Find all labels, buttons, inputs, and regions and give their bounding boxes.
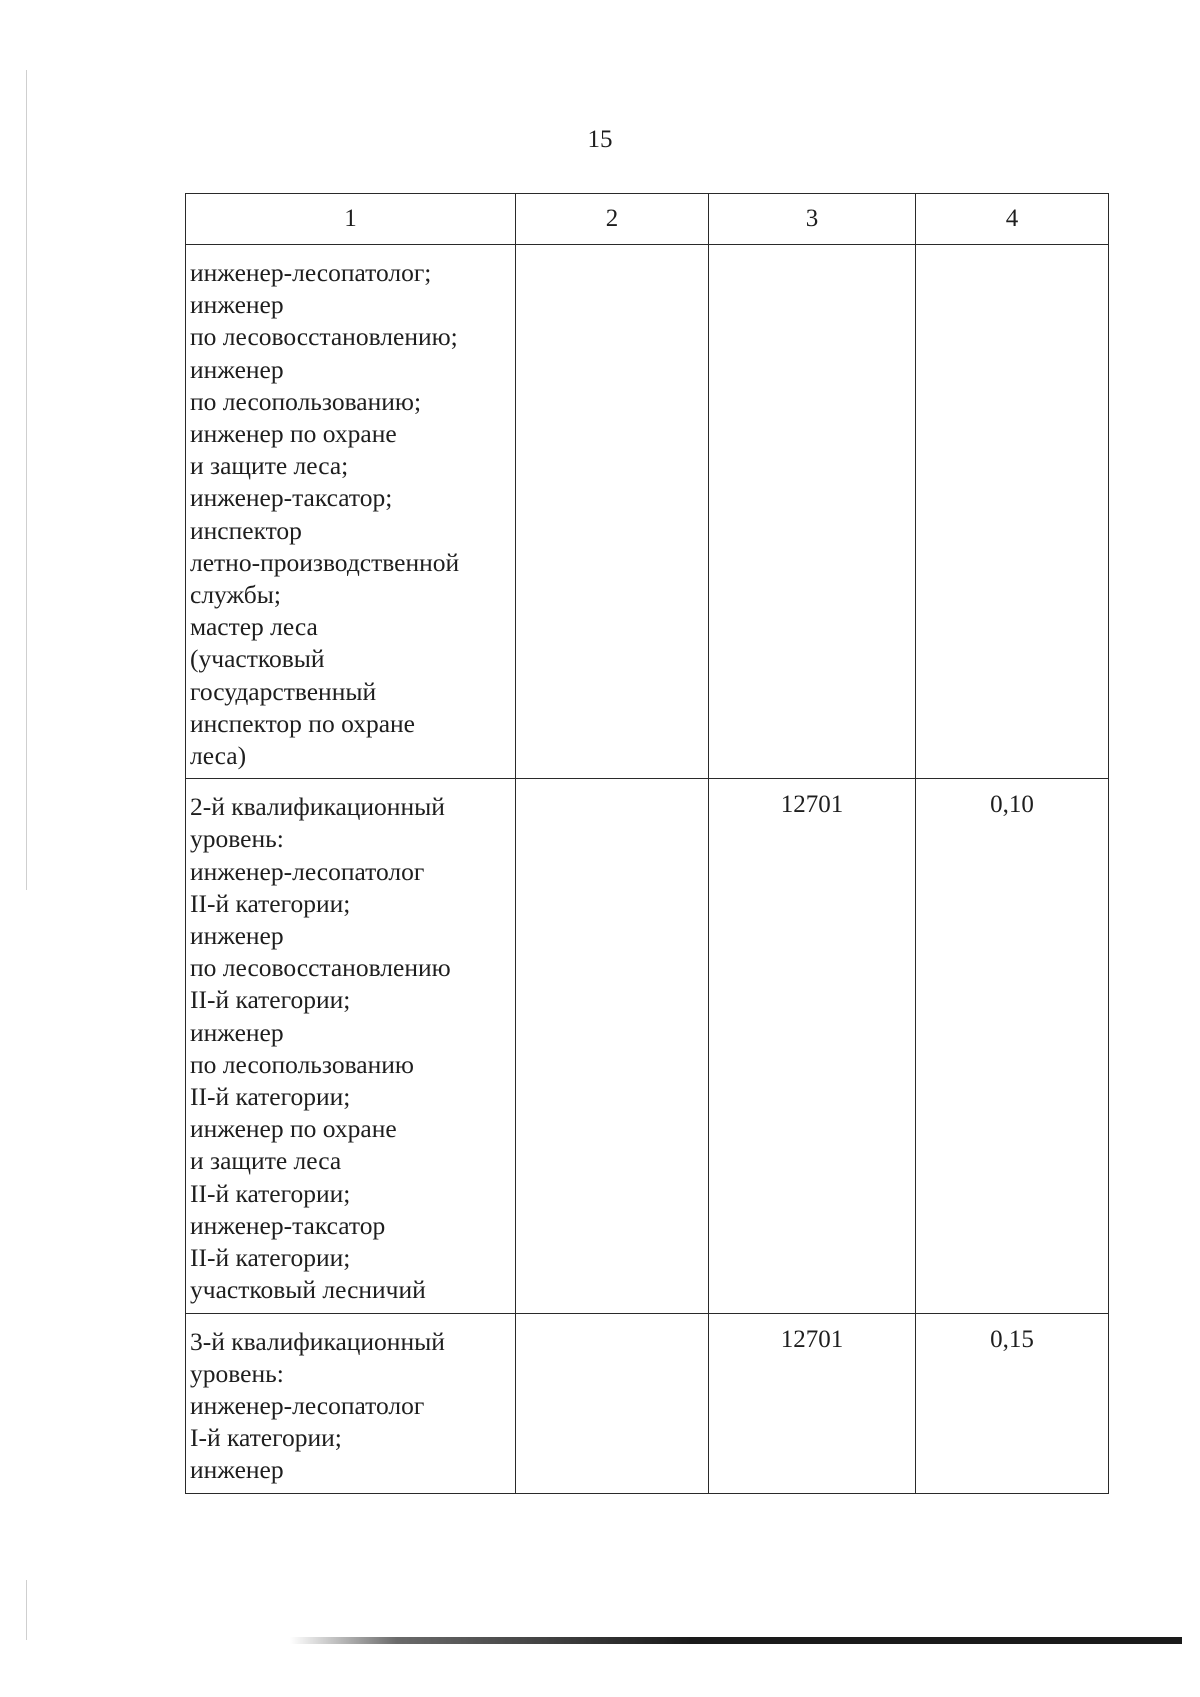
position-line: по лесовосстановлению; <box>190 322 458 352</box>
column-2-cell <box>516 1313 709 1493</box>
salary-table <box>185 193 1109 1494</box>
position-line: II-й категории; <box>190 1178 351 1208</box>
scan-bottom-rule <box>290 1637 1182 1644</box>
position-line: инженер <box>190 354 284 384</box>
coefficient-value: 0,15 <box>990 1325 1034 1353</box>
position-line: инженер-лесопатолог; <box>190 258 432 287</box>
position-line: инженер по охране <box>190 1114 397 1144</box>
column-4-cell <box>916 779 1109 1313</box>
position-line: 2-й квалификационный <box>190 792 445 822</box>
table-header-row <box>186 194 1109 245</box>
position-line: леса) <box>190 741 247 771</box>
position-cell <box>186 779 516 1313</box>
position-line: инженер <box>190 921 284 951</box>
position-lines <box>186 779 515 1312</box>
position-line: 3-й квалификационный <box>190 1326 445 1356</box>
scan-margin-line-lower <box>26 1580 27 1640</box>
column-header-2: 2 <box>516 194 709 245</box>
position-line: инженер по охране <box>190 419 397 449</box>
column-3-cell <box>709 1313 916 1493</box>
position-line: государственный <box>190 676 377 706</box>
position-line: инженер <box>190 290 284 320</box>
position-line: II-й категории; <box>190 1243 351 1273</box>
position-lines <box>186 245 515 778</box>
column-header-1: 1 <box>186 194 516 245</box>
column-3-cell <box>709 245 916 779</box>
position-line: по лесопользованию; <box>190 386 422 416</box>
position-line: летно-производственной <box>190 547 460 577</box>
position-line: инспектор <box>190 515 302 545</box>
column-4-cell <box>916 1313 1109 1493</box>
page-number: 15 <box>587 126 613 153</box>
column-header-3: 3 <box>709 194 916 245</box>
position-line: II-й категории; <box>190 888 351 918</box>
position-line: I-й категории; <box>190 1423 342 1453</box>
position-line: инженер <box>190 1455 284 1485</box>
table-row <box>186 245 1109 779</box>
column-2-cell <box>516 779 709 1313</box>
position-line: по лесопользованию <box>190 1049 414 1079</box>
table-row <box>186 779 1109 1313</box>
position-line: инженер-таксатор <box>190 1210 386 1240</box>
column-2-cell <box>516 245 709 779</box>
position-line: (участковый <box>190 644 325 674</box>
position-line: II-й категории; <box>190 985 351 1015</box>
position-line: участковый лесничий <box>190 1275 426 1305</box>
position-cell <box>186 1313 516 1493</box>
position-line: II-й категории; <box>190 1082 351 1112</box>
column-header-4: 4 <box>916 194 1109 245</box>
position-line: уровень: <box>190 824 284 854</box>
column-4-cell <box>916 245 1109 779</box>
table-row <box>186 1313 1109 1493</box>
column-3-cell <box>709 779 916 1313</box>
position-line: и защите леса <box>190 1146 342 1176</box>
position-line: по лесовосстановлению <box>190 953 451 983</box>
scan-margin-line <box>26 70 27 890</box>
position-lines <box>186 1314 515 1493</box>
position-line: службы; <box>190 580 281 610</box>
position-line: и защите леса; <box>190 451 349 481</box>
coefficient-value: 0,10 <box>990 791 1034 819</box>
position-line: инженер-таксатор; <box>190 483 393 513</box>
position-line: инженер-лесопатолог <box>190 856 425 886</box>
base-salary-value: 12701 <box>780 791 844 819</box>
position-cell <box>186 245 516 779</box>
position-line: уровень: <box>190 1358 284 1388</box>
position-line: инспектор по охране <box>190 708 415 738</box>
position-line: инженер-лесопатолог <box>190 1390 425 1420</box>
position-line: инженер <box>190 1017 284 1047</box>
base-salary-value: 12701 <box>780 1325 844 1353</box>
position-line: мастер леса <box>190 612 318 642</box>
